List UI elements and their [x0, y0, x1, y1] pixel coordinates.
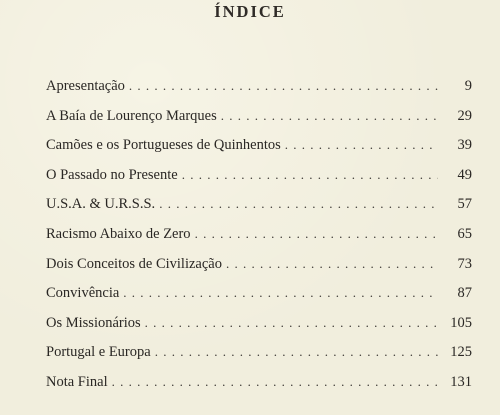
toc-entry-apresentacao[interactable] [46, 76, 472, 106]
dot-leader [159, 194, 438, 214]
toc-entry-passado-no-presente[interactable] [46, 165, 472, 195]
toc-entry-title: Portugal e Europa [46, 344, 151, 361]
dot-leader [221, 106, 438, 126]
toc-entry-page-number: 65 [457, 225, 472, 242]
toc-entry-portugal-europa[interactable] [46, 342, 472, 372]
toc-entry-page-number: 125 [450, 344, 472, 361]
toc-entry-missionarios[interactable] [46, 313, 472, 343]
dot-leader [285, 135, 438, 155]
toc-entry-dois-conceitos[interactable] [46, 254, 472, 284]
dot-leader [226, 254, 438, 274]
dot-leader [129, 76, 438, 96]
toc-entry-title: U.S.A. & U.R.S.S. [46, 196, 156, 213]
toc-entry-usa-urss[interactable] [46, 194, 472, 224]
toc-entry-page-number: 73 [457, 255, 472, 272]
toc-entry-page-number: 9 [464, 78, 472, 94]
toc-entry-camoes[interactable] [46, 135, 472, 165]
toc-entry-baia-lourenco-marques[interactable] [46, 106, 472, 136]
toc-entry-title: Convivência [46, 285, 120, 302]
toc-entry-title: Dois Conceitos de Civilização [46, 255, 222, 272]
toc-entry-page-number: 105 [450, 314, 472, 331]
toc-entry-page-number: 29 [457, 107, 472, 124]
toc-entry-convivencia[interactable] [46, 283, 472, 313]
table-of-contents [46, 76, 472, 402]
dot-leader [112, 372, 438, 392]
toc-entry-title: A Baía de Lourenço Marques [46, 107, 217, 124]
toc-entry-page-number: 57 [457, 196, 472, 213]
page-title: ÍNDICE [214, 2, 286, 21]
toc-entry-page-number: 131 [450, 373, 472, 390]
toc-entry-title: O Passado no Presente [46, 166, 178, 183]
toc-entry-title: Apresentação [46, 78, 125, 94]
toc-entry-nota-final[interactable] [46, 372, 472, 402]
toc-entry-title: Racismo Abaixo de Zero [46, 225, 191, 242]
dot-leader [182, 165, 438, 185]
toc-entry-page-number: 39 [457, 137, 472, 154]
toc-entry-title: Nota Final [46, 373, 108, 390]
toc-entry-page-number: 87 [457, 285, 472, 302]
dot-leader [155, 342, 438, 362]
dot-leader [195, 224, 438, 244]
toc-entry-title: Camões e os Portugueses de Quinhentos [46, 137, 281, 154]
toc-entry-racismo[interactable] [46, 224, 472, 254]
dot-leader [123, 283, 438, 303]
toc-entry-title: Os Missionários [46, 314, 141, 331]
toc-entry-page-number: 49 [457, 166, 472, 183]
dot-leader [145, 313, 438, 333]
